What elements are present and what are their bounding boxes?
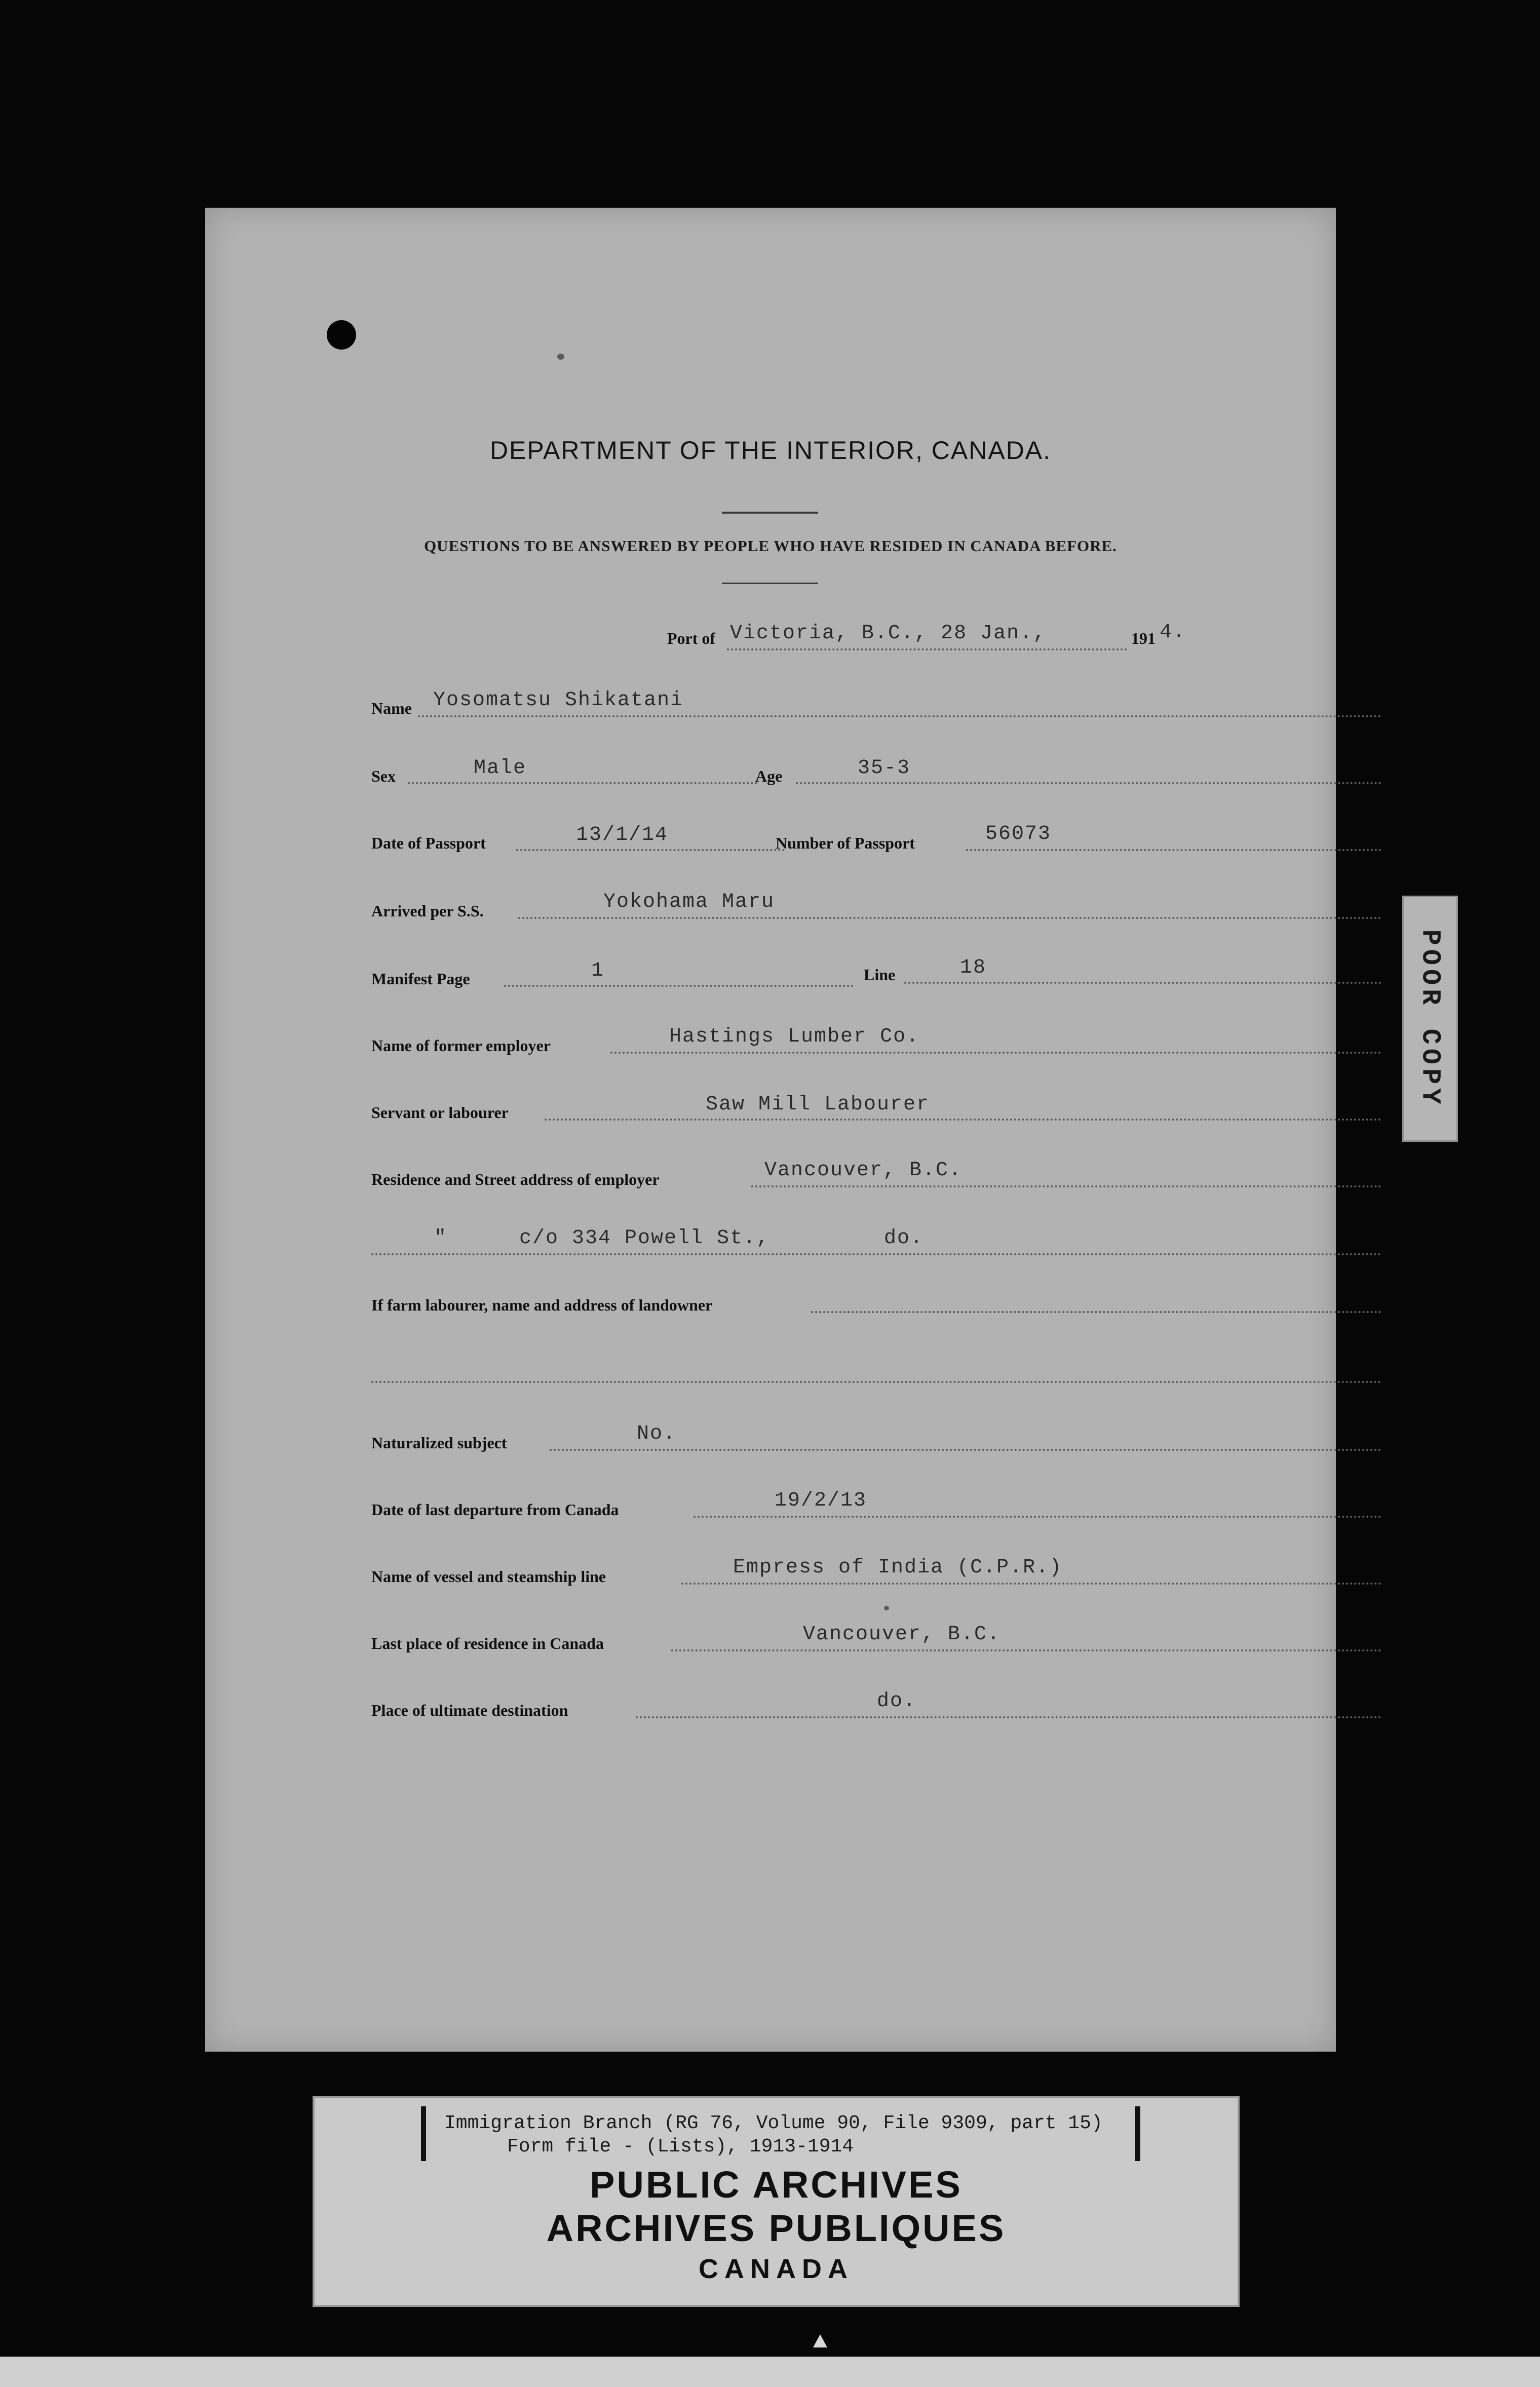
age-value: 35-3 [858,757,911,780]
former-employer-label: Name of former employer [371,1036,551,1055]
employer-address-dotted-line [751,1185,1381,1187]
ultimate-destination-label: Place of ultimate destination [371,1701,568,1719]
age-label: Age [755,767,783,785]
archives-publiques-text: ARCHIVES PUBLIQUES [546,2207,1006,2249]
vessel-dotted-line [681,1583,1381,1585]
naturalized-value: No. [637,1422,677,1445]
naturalized-dotted-line [550,1449,1381,1451]
port-label: Port of [667,629,716,647]
archive-reference-line-1: Immigration Branch (RG 76, Volume 90, File 9309, part 15) [444,2112,1103,2134]
archive-reference-line-2: Form file - (Lists), 1913-1914 [507,2136,854,2158]
form-subtitle: QUESTIONS TO BE ANSWERED BY PEOPLE WHO HAVE RESIDED IN CANADA BEFORE. [424,537,1117,555]
own-address-city: do. [884,1227,924,1250]
passport-date-label: Date of Passport [371,834,486,852]
film-marker-triangle [813,2334,827,2347]
immigration-form-sheet [205,208,1336,2052]
former-employer-value: Hastings Lumber Co. [669,1025,920,1048]
age-dotted-line [796,782,1381,784]
last-residence-dotted-line [671,1649,1381,1651]
own-address-ditto: " [434,1227,448,1250]
sex-label: Sex [371,767,396,785]
last-residence-label: Last place of residence in Canada [371,1634,604,1652]
manifest-page-label: Manifest Page [371,970,470,988]
manifest-page-value: 1 [591,959,605,982]
department-title: DEPARTMENT OF THE INTERIOR, CANADA. [489,436,1052,465]
employer-address-label: Residence and Street address of employer [371,1170,660,1188]
vessel-label: Name of vessel and steamship line [371,1567,606,1586]
servant-labourer-value: Saw Mill Labourer [706,1093,930,1116]
arrived-ss-dotted-line [518,917,1381,919]
subtitle-rule [722,583,818,584]
line-value: 18 [960,956,987,979]
public-archives-text: PUBLIC ARCHIVES [590,2164,962,2206]
farm-labourer-label: If farm labourer, name and address of landowner [371,1296,713,1314]
last-departure-label: Date of last departure from Canada [371,1500,619,1519]
naturalized-label: Naturalized subject [371,1434,507,1452]
passport-number-value: 56073 [985,823,1052,845]
last-departure-value: 19/2/13 [775,1489,867,1512]
sex-value: Male [474,757,527,780]
arrived-ss-label: Arrived per S.S. [371,902,484,920]
passport-number-dotted-line [966,849,1381,851]
line-label: Line [864,966,896,984]
film-bottom-strip [0,2357,1540,2387]
passport-date-value: 13/1/14 [576,824,669,846]
line-dotted-line [904,982,1381,984]
own-address-value: c/o 334 Powell St., [519,1227,770,1250]
port-year-suffix: 4. [1160,621,1186,644]
public-archives-label [313,2096,1240,2307]
vessel-value: Empress of India (C.P.R.) [733,1556,1063,1579]
servant-labourer-dotted-line [545,1119,1381,1121]
last-residence-value: Vancouver, B.C. [803,1623,1001,1646]
port-dotted-line [727,648,1127,650]
paper-speck [884,1606,889,1610]
port-year-prefix: 191 [1131,629,1156,647]
poor-copy-text: POOR COPY [1415,929,1445,1108]
former-employer-dotted-line [610,1052,1381,1054]
poor-copy-stamp [1402,896,1458,1142]
last-departure-dotted-line [694,1516,1381,1518]
archive-reference-slip [421,2106,1140,2161]
own-address-dotted-line [371,1253,1381,1255]
farm-labourer-dotted-line [811,1311,1381,1313]
name-dotted-line [418,715,1381,717]
ultimate-destination-dotted-line [636,1716,1381,1718]
passport-number-label: Number of Passport [776,834,915,852]
sex-dotted-line [408,782,757,784]
servant-labourer-label: Servant or labourer [371,1103,509,1122]
punch-hole [327,320,356,350]
name-value: Yosomatsu Shikatani [433,689,684,712]
paper-speck [557,354,564,360]
name-label: Name [371,699,412,717]
ultimate-destination-value: do. [877,1690,917,1713]
canada-text: CANADA [699,2254,854,2284]
passport-date-dotted-line [516,849,785,851]
title-rule [722,512,818,514]
arrived-ss-value: Yokohama Maru [603,891,775,913]
employer-address-value: Vancouver, B.C. [764,1159,962,1182]
farm-labourer-second-dotted-line [371,1381,1381,1383]
manifest-page-dotted-line [504,985,854,987]
port-value: Victoria, B.C., 28 Jan., [730,622,1047,645]
